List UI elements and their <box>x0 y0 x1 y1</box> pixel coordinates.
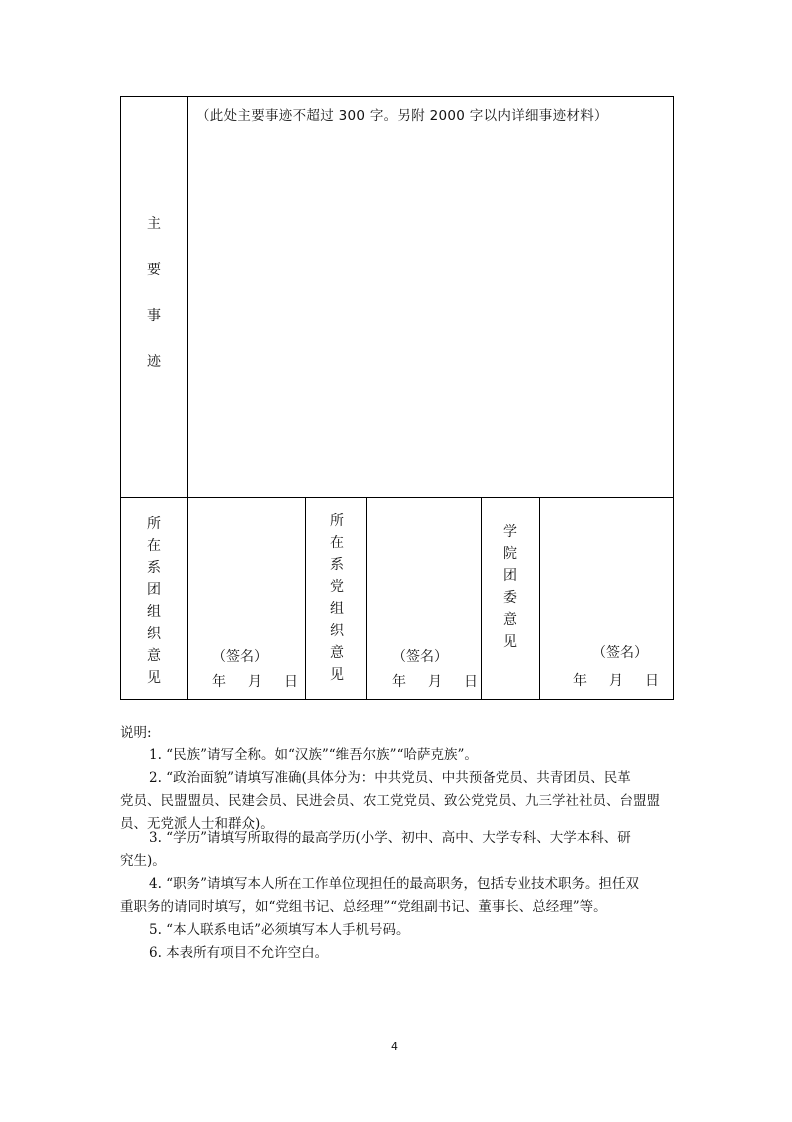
instruction-line: 党员、民盟盟员、民建会员、民进会员、农工党党员、致公党党员、九三学社社员、台盟盟 <box>120 793 660 809</box>
instruction-line: 2. “政治面貌”请填写准确(具体分为：中共党员、中共预备党员、共青团员、民革 <box>149 770 631 786</box>
instruction-line: 1. “民族”请写全称。如“汉族”“维吾尔族”“哈萨克族”。 <box>149 747 478 763</box>
table-divider <box>539 497 540 699</box>
table-divider <box>121 497 673 498</box>
instruction-line: 究生)。 <box>120 853 166 869</box>
instruction-line: 4. “职务”请填写本人所在工作单位现担任的最高职务，包括专业技术职务。担任双 <box>149 876 639 892</box>
table-divider <box>366 497 367 699</box>
table-divider <box>305 497 306 699</box>
date-label: 年 月 日 <box>212 674 298 690</box>
form-table <box>120 96 674 700</box>
table-divider <box>481 497 482 699</box>
instruction-line: 6. 本表所有项目不允许空白。 <box>149 945 329 961</box>
main-deeds-note: （此处主要事迹不超过 300 字。另附 2000 字以内详细事迹材料） <box>196 108 608 124</box>
signature-label: （签名） <box>212 649 268 665</box>
college-league-opinion-label: 学 院 团 委 意 见 <box>503 524 517 650</box>
date-label: 年 月 日 <box>392 674 478 690</box>
signature-label: （签名） <box>592 645 648 661</box>
signature-label: （签名） <box>392 649 448 665</box>
instruction-line: 3. “学历”请填写所取得的最高学历(小学、初中、高中、大学专科、大学本科、研 <box>149 830 631 846</box>
date-label: 年 月 日 <box>573 673 659 689</box>
instruction-line: 员、无党派人士和群众)。 <box>120 816 274 832</box>
dept-league-opinion-label: 所 在 系 团 组 织 意 见 <box>147 516 161 686</box>
table-divider <box>187 497 188 699</box>
main-deeds-label: 主 要 事 迹 <box>147 216 161 370</box>
instruction-line: 5. “本人联系电话”必须填写本人手机号码。 <box>149 922 410 938</box>
page-number: 4 <box>391 1040 398 1053</box>
instructions-title: 说明: <box>120 725 152 741</box>
instruction-line: 重职务的请同时填写，如“党组书记、总经理”“党组副书记、董事长、总经理”等。 <box>120 899 607 915</box>
dept-party-opinion-label: 所 在 系 党 组 织 意 见 <box>330 513 344 683</box>
table-divider <box>187 97 188 497</box>
